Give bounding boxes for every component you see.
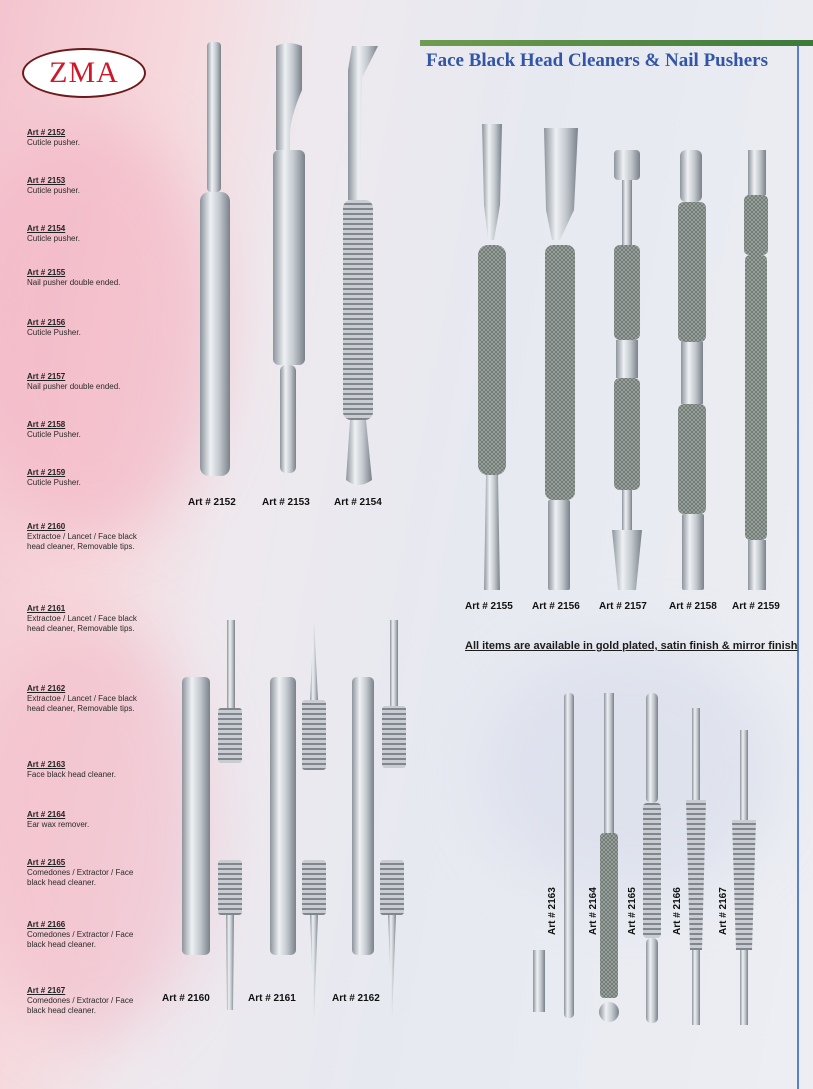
page-title: Face Black Head Cleaners & Nail Pushers [426, 50, 768, 71]
item-art-number: Art # 2163 [27, 760, 66, 769]
item-art-number: Art # 2165 [27, 858, 66, 867]
item-art-number: Art # 2159 [27, 468, 66, 477]
item-description: Ear wax remover. [27, 820, 90, 829]
tool-photo-2160 [182, 620, 242, 1010]
tool-photo-2153 [273, 43, 305, 473]
item-description: Nail pusher double ended. [27, 382, 121, 391]
tool-photo-2164 [599, 693, 619, 1022]
item-art-number: Art # 2155 [27, 268, 66, 277]
item-art-number: Art # 2156 [27, 318, 66, 327]
tool-photo-2165 [643, 693, 661, 1023]
photo-label-2166: Art # 2166 [672, 887, 683, 935]
item-description: Extractoe / Lancet / Face black head cleaner, Removable tips. [27, 532, 137, 551]
item-art-number: Art # 2161 [27, 604, 66, 613]
item-description: Comedones / Extractor / Face black head cleaner. [27, 996, 134, 1015]
item-description: Extractoe / Lancet / Face black head cleaner, Removable tips. [27, 694, 137, 713]
item-description: Extractoe / Lancet / Face black head cleaner, Removable tips. [27, 614, 137, 633]
photo-label-2155: Art # 2155 [465, 601, 513, 612]
tool-photo-2161 [270, 620, 326, 1018]
item-description: Cuticle pusher. [27, 186, 80, 195]
photo-label-2157: Art # 2157 [599, 601, 647, 612]
tool-photo-2167 [732, 730, 756, 1025]
item-art-number: Art # 2167 [27, 986, 66, 995]
item-description: Comedones / Extractor / Face black head cleaner. [27, 930, 134, 949]
photo-label-2152: Art # 2152 [188, 497, 236, 508]
item-art-number: Art # 2158 [27, 420, 66, 429]
tool-photo-2159 [744, 150, 768, 590]
item-description: Cuticle pusher. [27, 234, 80, 243]
brand-logo-text: ZMA [49, 56, 119, 89]
photo-label-2160: Art # 2160 [162, 993, 210, 1004]
photo-label-2161: Art # 2161 [248, 993, 296, 1004]
item-description: Comedones / Extractor / Face black head cleaner. [27, 868, 134, 887]
photo-label-2167: Art # 2167 [718, 887, 729, 935]
photo-label-2156: Art # 2156 [532, 601, 580, 612]
photo-label-2158: Art # 2158 [669, 601, 717, 612]
tool-photo-2162 [352, 620, 406, 1018]
item-art-number: Art # 2157 [27, 372, 66, 381]
tool-photo-2156 [544, 128, 578, 590]
item-description: Nail pusher double ended. [27, 278, 121, 287]
item-art-number: Art # 2164 [27, 810, 66, 819]
item-art-number: Art # 2160 [27, 522, 66, 531]
item-art-number: Art # 2153 [27, 176, 66, 185]
tool-photo-2163 [533, 693, 574, 1018]
photo-label-2159: Art # 2159 [732, 601, 780, 612]
item-description: Cuticle pusher. [27, 138, 80, 147]
photo-label-2162: Art # 2162 [332, 993, 380, 1004]
tool-photo-2166 [686, 708, 706, 1025]
item-art-number: Art # 2166 [27, 920, 66, 929]
item-art-number: Art # 2154 [27, 224, 66, 233]
photo-label-2164: Art # 2164 [588, 887, 599, 935]
item-description: Cuticle Pusher. [27, 328, 81, 337]
tool-photo-2157 [612, 150, 642, 590]
item-art-number: Art # 2162 [27, 684, 66, 693]
item-description: Cuticle Pusher. [27, 478, 81, 487]
item-description: Face black head cleaner. [27, 770, 116, 779]
photo-label-2163: Art # 2163 [547, 887, 558, 935]
tool-photo-2154 [343, 46, 378, 485]
finish-note: All items are available in gold plated, satin finish & mirror finish [465, 640, 798, 652]
photo-label-2154: Art # 2154 [334, 497, 382, 508]
tool-photo-2152 [200, 42, 230, 476]
photo-label-2153: Art # 2153 [262, 497, 310, 508]
tool-photo-2155 [478, 124, 506, 590]
tool-photo-2158 [678, 150, 706, 590]
item-art-number: Art # 2152 [27, 128, 66, 137]
photo-label-2165: Art # 2165 [627, 887, 638, 935]
item-description: Cuticle Pusher. [27, 430, 81, 439]
